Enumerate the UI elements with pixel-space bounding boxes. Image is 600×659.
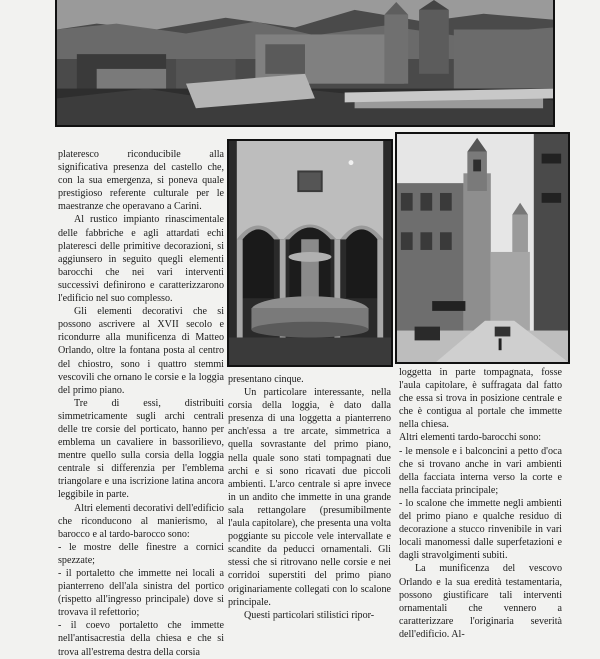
cloister-fountain-photo <box>227 139 393 367</box>
col3-list-item-1: - le mensole e i balconcini a petto d'oca che si trovano anche in vari ambienti della facciata interna verso la corte e nella facciata principale; <box>399 445 562 496</box>
text-column-1 <box>58 148 224 659</box>
col3-paragraph-1: loggetta in parte tompagnata, fosse l'aula capitolare, è suffragata dal fatto che essa si trova in posizione centrale e che è contigua al portale che immette nella chiesa. <box>399 367 562 431</box>
col1-list-item-3: - il coevo portaletto che immette nell'antisacrestia della chiesa e che si trova all'estrema destra della corsia <box>58 620 224 658</box>
col3-paragraph-3: La munificenza del vescovo Orlando e la sua eredità testamentaria, possono giustificare tali interventi ornamentali che vennero a caratterizzare l'originaria severità dell'edificio. Al- <box>399 563 562 640</box>
col2-paragraph-1: presentano cinque. <box>228 374 304 385</box>
col3-paragraph-2: Altri elementi tardo-barocchi sono: <box>399 432 542 444</box>
col2-paragraph-2: Un particolare interessante, nella corsia della loggia, è dato dalla presenza di una loggetta a pianterreno anch'essa a tre arcate, simmetrica a quella sovrastante del primo piano, nella quale sono stati tompagnati due archi e si sono ricavati due piccoli ambienti. L'arco centrale si apre invece in un andito che immette in una grande sala rettangolare (presumibilmente l'aula capitolare), che presenta una volta poggiante su piccole vele intervallate e scandite da peducci ornamentali. Gli stessi che si ritrovano nelle corsie e nei corridoi superstiti del primo piano originariamente collegati con lo scalone principale. <box>228 387 391 608</box>
col1-paragraph-3: Gli elementi decorativi che si possono ascrivere al XVII secolo e ricondurre alla munificenza di Matteo Orlando, oltre la fontana posta al centro del chiostro, sono i quattro stemmi vescovili che ornano le corsie e la loggia del primo piano. <box>58 306 224 396</box>
text-column-2 <box>228 373 391 622</box>
col1-paragraph-2: Al rustico impianto rinascimentale delle fabbriche e agli attardati echi plateresci delle primitive decorazioni, si aggiunsero in seguito quegli elementi barocchi che nei vari interventi successivi definirono e caratterizzarono l'edificio nel suo complesso. <box>58 214 224 305</box>
street-bell-towers-photo <box>395 132 570 364</box>
col1-paragraph-1: plateresco riconducibile alla significativa presenza del castello che, con la sua emergenza, si poneva quale prestigioso referente culturale per le maestranze che operavano a Carini. <box>58 149 224 213</box>
col3-list-item-2: - lo scalone che immette negli ambienti del primo piano e qualche residuo di decorazione a stucco rinvenibile in vari locali manomessi dalle superfetazioni e dagli stravolgimenti subiti. <box>399 497 562 562</box>
col2-paragraph-3: Questi particolari stilistici ripor- <box>244 609 375 621</box>
col1-paragraph-5: Altri elementi decorativi dell'edificio che riconducono al manierismo, al barocco e al tardo-barocco sono: <box>58 502 224 540</box>
city-rooftops-photo <box>55 0 555 127</box>
col1-list-item-1: - le mostre delle finestre a cornici spezzate; <box>58 541 224 566</box>
col1-list-item-2: - il portaletto che immette nei locali a pianterreno dell'ala sinistra del portico (rispetto all'ingresso principale) dove si trovava il refettorio; <box>58 568 224 619</box>
col1-paragraph-4: Tre di essi, distribuiti simmetricamente sugli archi centrali delle tre corsie del porticato, hanno per emblema un cavaliere in bassorilievo, mentre quello sulla corsia della loggia centrale si differenzia per l'emblema triangolare e una iscrizione latina ancora leggibile in parte. <box>58 397 224 501</box>
